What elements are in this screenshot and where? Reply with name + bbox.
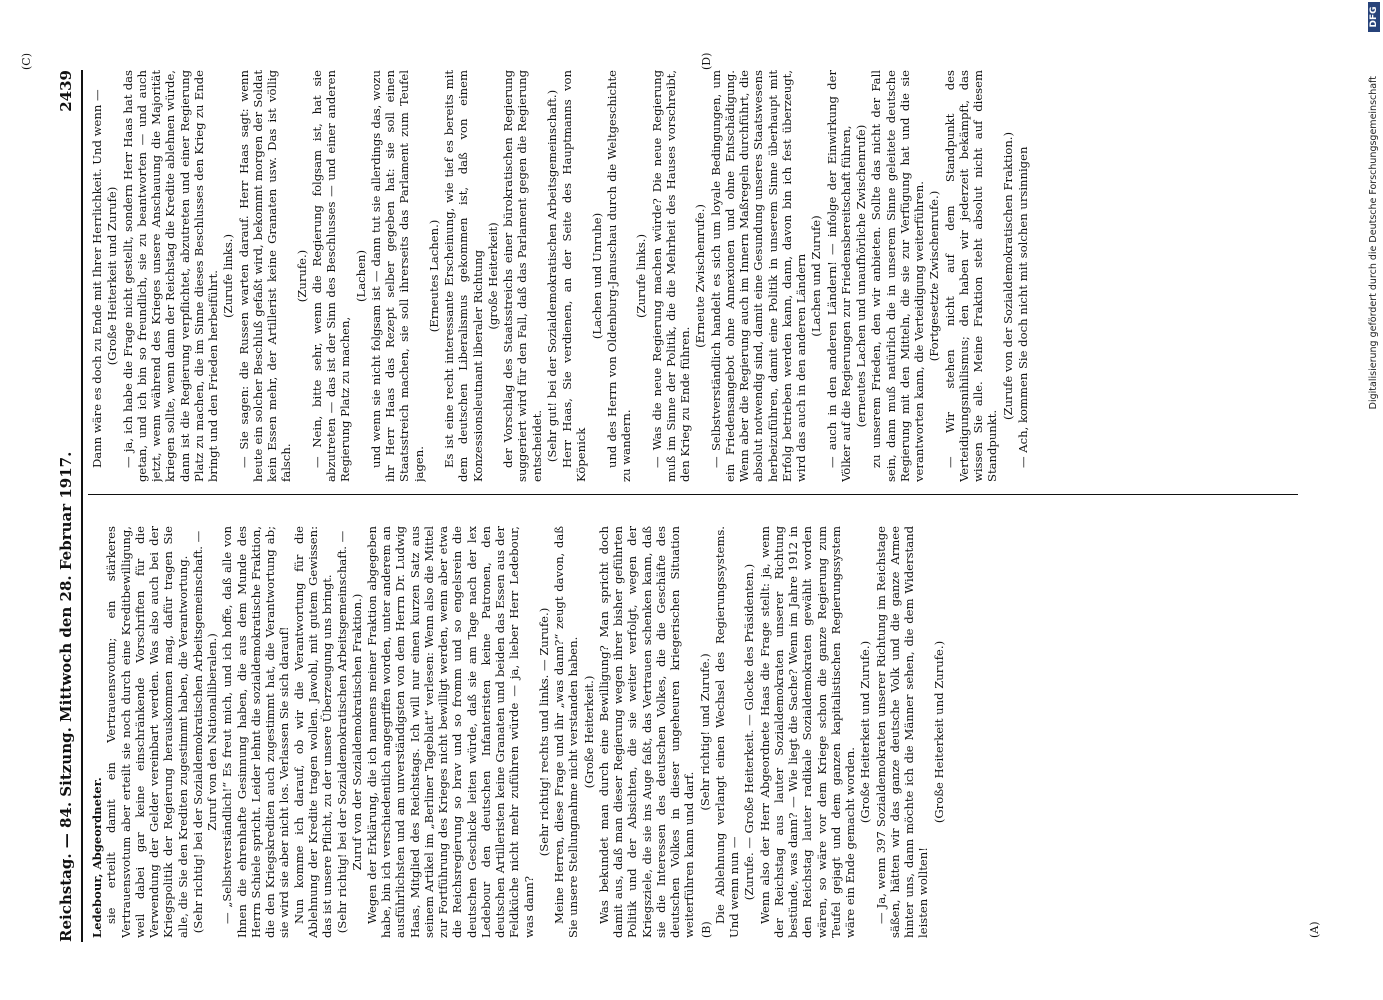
paragraph: (große Heiterkeit): [485, 222, 500, 330]
paragraph: (Zurufe.): [294, 249, 309, 303]
speaker-label: Ledebour, Abgeordneter.: [90, 777, 104, 938]
dfg-logo: DFG: [1368, 2, 1380, 32]
margin-marker-d: (D): [700, 52, 713, 70]
paragraph: Wegen der Erklärung, die ich namens meiner Fraktion abgegeben habe, bin ich verschiedentlich angegriffen worden, unter anderem an ausführlichsten und am unverständigsten von dem Herrn Dr. Ludwig Haas, Mitglied des Reichstags. Ich will nur einen kurzen Satz aus seinem Artikel im „Berliner Tageblatt“ verlesen: Wenn also die Mittel zur Fortführung des Krieges nicht bewilligt werden, wenn aber etwa die Reichsregierung so brav und so fromm und so engelsrein die deutschen Geschicke leiten würde, daß sie am Tage nach der lex Ledebour den deutschen Infanteristen keine Patronen, den deutschen Artilleristen keine Granaten und beiden das Essen aus der Feldküche nicht mehr zuführen würde — ja, lieber Herr Ledebour, was dann?: [364, 526, 536, 938]
paragraph: — Ach, kommen Sie doch nicht mit solchen ursinnigen: [1015, 146, 1030, 468]
paragraph: (Große Heiterkeit und Zurufe): [105, 186, 120, 366]
paragraph: Wenn also der Herr Abgeordnete Haas die Frage stellt: ja, wenn der Reichstag aus lauter Sozialdemokraten unserer Richtung bestünde, was dann? — Wie liegt die Sache? Wenn im Jahre 1912 in den Reichstag lauter radikale Sozialdemokraten gewählt worden wären, so wäre vor dem Kriege schon die ganze Regierung zum Teufel gejagt und dem ganzen kapitalistischen Regierungssystem wäre ein Ende gemacht worden.: [757, 526, 857, 938]
paragraph: (Große Heiterkeit und Zurufe.): [931, 640, 946, 824]
paragraph: — „Selbstverständlich!“ Es freut mich, und ich hoffe, daß alle von Ihnen die ehrenhafte Gesinnung haben, die aus dem Munde des Herrn Schiele spricht. Leider lehnt die sozialdemokratische Fraktion, die den Kriegskrediten auch zugestimmt hat, die Verantwortung ab; sie wird sie aber nicht los. Verlassen Sie sich darauf!: [220, 526, 292, 938]
paragraph: (Fortgesetzte Zwischenrufe.): [927, 190, 942, 362]
paragraph: (Zurufe von der Sozialdemokratischen Fraktion.): [1000, 132, 1015, 421]
paragraph: Es ist eine recht interessante Erscheinung, wie tief es bereits mit dem deutschen Liberalismus gekommen ist, daß von einem Konzessionsleutnant liberaler Richtung: [442, 70, 485, 482]
header-title: Reichstag. — 84. Sitzung. Mittwoch den 28. Februar 1917.: [57, 451, 75, 942]
paragraph: (Lachen und Unruhe): [589, 212, 604, 340]
left-column: [90, 526, 1295, 938]
paragraph: sie erteilt damit ein Vertrauensvotum; ein stärkeres Vertrauensvotum aber erteilt sie noch durch eine Kreditbewilligung, weil dabei gar keine einschränkende Vorschriften für die Verwendung der Gelder vereinbart werden. Was also auch bei der Kriegspolitik der Regierung herauskommen mag, dafür tragen Sie alle, die Sie den Krediten zugestimmt haben, die Verantwortung.: [104, 526, 190, 938]
paragraph: Herr Haas, Sie verdienen, an der Seite des Hauptmanns von Köpenick: [560, 70, 589, 482]
paragraph: (Lachen und Zurufe): [809, 215, 824, 337]
paragraph: Nun komme ich darauf, ob wir die Verantwortung für die Ablehnung der Kredite tragen wollen. Jawohl, mit gutem Gewissen: das ist unsere Pflicht, zu der unsere Überzeugung uns bringt.: [291, 526, 334, 938]
paragraph: Was bekundet man durch eine Bewilligung? Man spricht doch damit aus, daß man dieser Regierung wegen ihrer bisher geführten Politik und der Absichten, die sie weiter verfolgt, wegen der Kriegsziele, die sie ins Auge faßt, das Vertrauen schenken kann, daß sie die Interessen des deutschen Volkes, die die Geschäfte des deutschen Volkes in dieser ungeheuren kriegerischen Situation weiterführen kann und darf.: [596, 526, 697, 938]
paragraph: (Große Heiterkeit und Zurufe.): [858, 640, 873, 824]
paragraph: (Große Heiterkeit.): [581, 675, 596, 789]
paragraph: — Sie sagen: die Russen warten darauf. Herr Haas sagt: wenn heute ein solcher Beschluß gefaßt wird, bekommt morgen der Soldat kein Essen mehr, der Artillerist keine Granaten usw. Das ist völlig falsch.: [236, 70, 294, 482]
paragraph: (Sehr richtig! bei der Sozialdemokratischen Arbeitsgemeinschaft. — Zuruf von den Nationalliberalen.): [190, 530, 219, 934]
paragraph: — Ja, wenn 397 Sozialdemokraten unserer Richtung im Reichstage säßen, hätten wir das ganze deutsche Volk und die ganze Armee hinter uns, dann möchte ich die Männer sehen, die dem Widerstand leisten wollten!: [873, 526, 931, 938]
paragraph: Dann wäre es doch zu Ende mit Ihrer Herrlichkeit. Und wenn —: [90, 89, 104, 468]
paragraph: (Erneute Zwischenrufe.): [693, 204, 708, 348]
paragraph: (Sehr richtig! bei der Sozialdemokratischen Arbeitsgemeinschaft. — Zuruf von der Sozialdemokratischen Fraktion.): [335, 530, 364, 934]
column-divider: [88, 494, 1298, 495]
paragraph: der Vorschlag des Staatsstreichs einer bürokratischen Regierung suggeriert wird für den Fall, daß das Parlament gegen die Regierung entscheidet.: [501, 70, 544, 482]
digitization-notice: Digitalisierung gefördert durch die Deutsche Forschungsgemeinschaft: [1368, 76, 1379, 410]
paragraph: und wenn sie nicht folgsam ist — dann tut sie allerdings das, wozu ihr Herr Haas das Rezept selber gegeben hat: sie soll einen Staatsstreich machen, sie soll ihrerseits das Parlament zum Teufel jagen.: [368, 70, 426, 482]
right-column: [90, 70, 1295, 482]
paragraph: (Sehr gut! bei der Sozialdemokratischen Arbeitsgemeinschaft.): [544, 89, 559, 463]
paragraph: und des Herrn von Oldenburg-Januschau durch die Weltgeschichte zu wandern.: [604, 70, 633, 482]
paragraph: (Zurufe. — Große Heiterkeit. — Glocke des Präsidenten.): [742, 563, 757, 901]
page-header: [55, 70, 83, 942]
paragraph: (Zurufe links.): [634, 234, 649, 318]
paragraph: (erneutes Lachen und unaufhörliche Zwischenrufe): [854, 124, 868, 428]
paragraph: (Sehr richtig! rechts und links. — Zurufe.): [536, 607, 551, 857]
right-column-body: [90, 70, 1030, 482]
margin-marker-c: (C): [20, 53, 33, 70]
margin-marker-b: (B): [700, 921, 713, 938]
paragraph: — Selbstverständlich handelt es sich um loyale Bedingungen, um ein Friedensangebot ohne Annexionen und ohne Entschädigung. Wenn aber die Regierung auch im Innern Maßregeln durchführt, die absolut notwendig sind, damit eine Gesundung unseres Staatswesens herbeizuführen, damit eine Politik in unserem Sinne überhaupt mit Erfolg betrieben werden kann, dann, davon bin ich fest überzeugt, wird das auch in den anderen Ländern: [708, 70, 808, 482]
paragraph: — ja, ich habe die Frage nicht gestellt, sondern Herr Haas hat das getan, und ich bin so freundlich, sie zu beantworten — und auch jetzt, wenn während des Krieges unsere Anschauung die Majorität kriegen sollte, wenn dann der Reichstag die Kredite ablehnen würde, dann ist die Regierung verpflichtet, abzutreten und einer Regierung Platz zu machen, die im Sinne dieses Beschlusses den Krieg zu Ende bringt und den Frieden herbeiführt.: [120, 70, 220, 482]
paragraph: zu unserem Frieden, den wir anbieten. Sollte das nicht der Fall sein, dann muß natürlich die in unserem Sinne geleitete deutsche Regierung mit den Mitteln, die sie zur Verfügung hat und die sie verantworten kann, die Verteidigung weiterführen.: [869, 70, 926, 482]
paragraph: Meine Herren, diese Frage und ihr „was dann?“ zeugt davon, daß Sie unsere Stellungnahme nicht verstanden haben.: [552, 526, 581, 938]
paragraph: (Sehr richtig! und Zurufe.): [697, 653, 712, 811]
margin-marker-a: (A): [1308, 921, 1321, 938]
paragraph: — Was die neue Regierung machen würde? Die neue Regierung muß im Sinne der Politik, die die Mehrheit des Hauses vorschreibt, den Krieg zu Ende führen.: [649, 70, 692, 482]
page-number: 2439: [57, 70, 75, 112]
paragraph: — Wir stehen nicht auf dem Standpunkt des Verteidigungsnihilismus; den haben wir jederzeit bekämpft, das wissen Sie alle. Meine Fraktion steht absolut nicht auf diesem Standpunkt.: [942, 70, 1000, 482]
paragraph: (Erneutes Lachen.): [426, 219, 441, 333]
paragraph: (Zurufe links.): [221, 234, 236, 318]
left-column-body: [104, 526, 946, 938]
paragraph: Die Ablehnung verlangt einen Wechsel des Regierungssystems. Und wenn nun —: [712, 526, 741, 938]
paragraph: — auch in den anderen Ländern! — infolge der Einwirkung der Völker auf die Regierungen zur Friedensbereitschaft führen,: [824, 70, 853, 482]
paragraph: (Lachen): [353, 250, 368, 302]
paragraph: — Nein, bitte sehr, wenn die Regierung folgsam ist, hat sie abzutreten — das ist der Sinn des Beschlusses — und einer anderen Regierung Platz zu machen,: [309, 70, 353, 482]
